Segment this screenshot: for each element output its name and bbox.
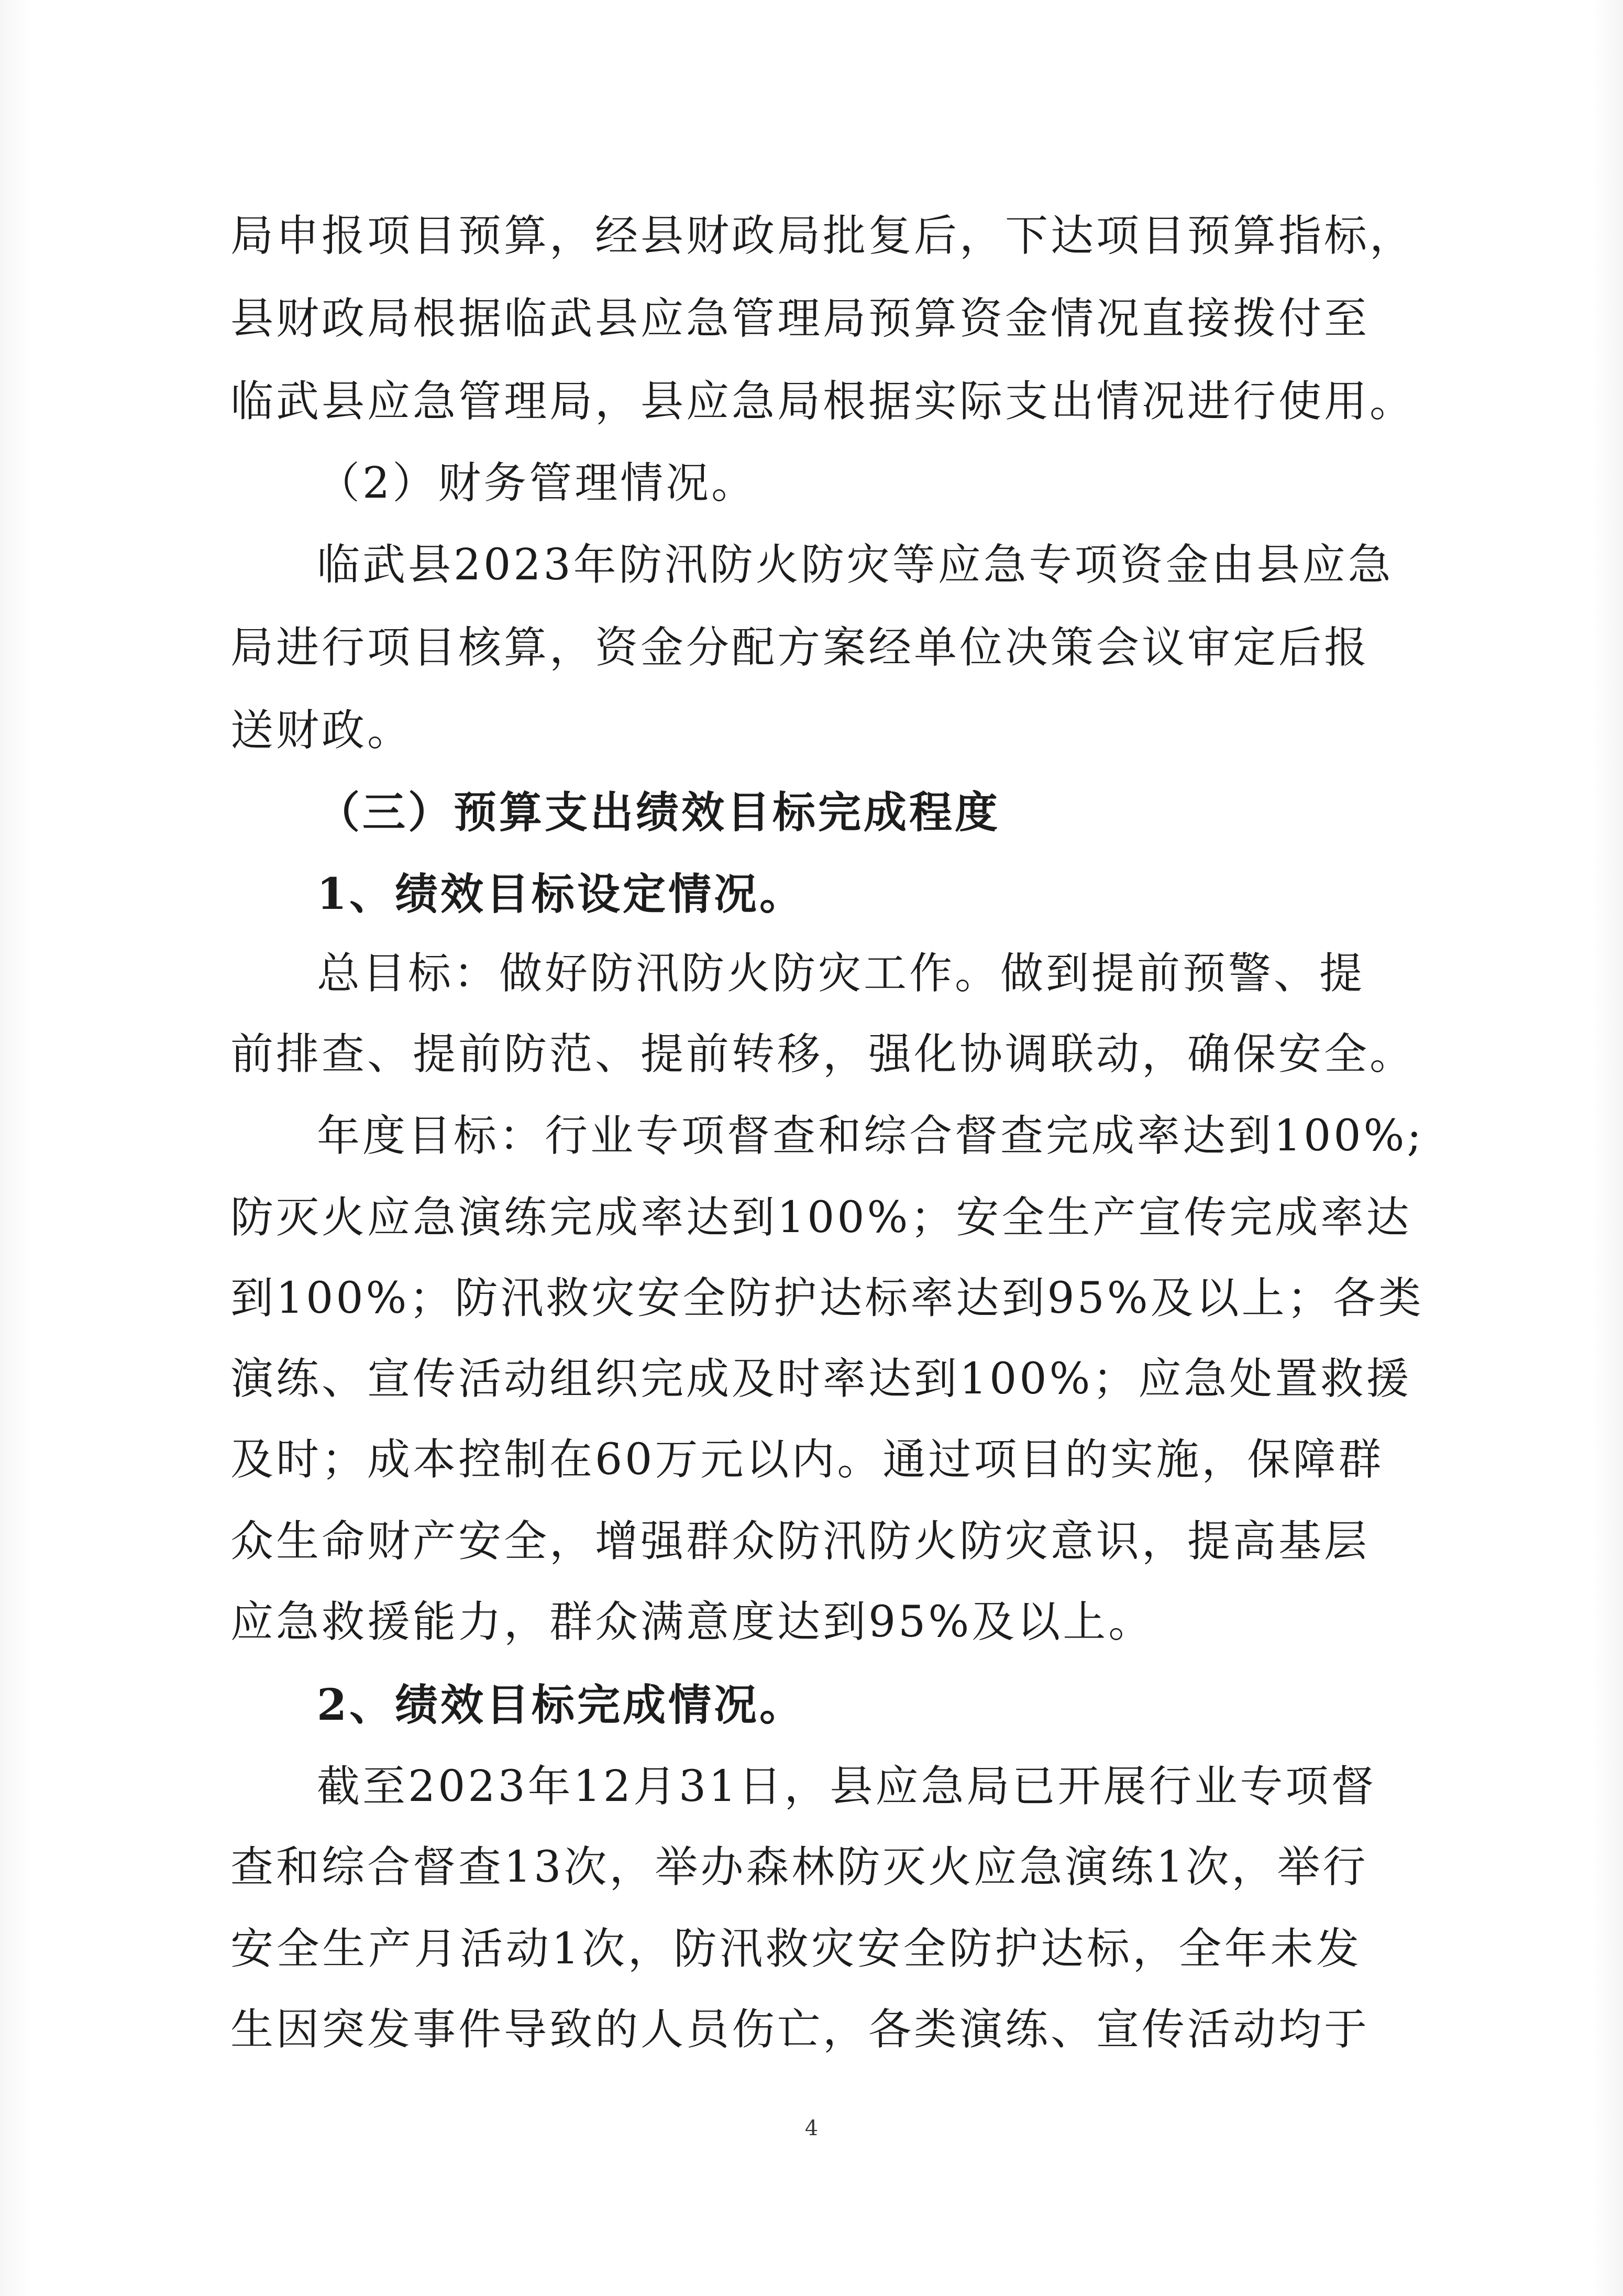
body-text-line: 演练、宣传活动组织完成及时率达到100%；应急处置救援 [230,1354,1412,1404]
body-text-line: 应急救援能力，群众满意度达到95%及以上。 [230,1597,1154,1647]
section-heading: （三）预算支出绩效目标完成程度 [317,787,1001,838]
body-text-line: 安全生产月活动1次，防汛救灾安全防护达标，全年未发 [230,1924,1362,1974]
page-number: 4 [804,2116,819,2140]
subsection-heading: 2、绩效目标完成情况。 [317,1680,805,1730]
body-text-line: 前排查、提前防范、提前转移，强化协调联动，确保安全。 [230,1029,1416,1079]
body-text-line: 送财政。 [230,706,413,755]
body-text-line: 到100%；防汛救灾安全防护达标率达到95%及以上；各类 [230,1273,1424,1323]
body-text-line: 局进行项目核算，资金分配方案经单位决策会议审定后报 [230,623,1370,673]
body-text-line: 局申报项目预算，经县财政局批复后，下达项目预算指标， [230,211,1416,261]
body-text-line: 及时；成本控制在60万元以内。通过项目的实施，保障群 [230,1435,1384,1485]
paragraph-first-line: 年度目标：行业专项督查和综合督查完成率达到100%; [317,1111,1425,1161]
paragraph-first-line: 总目标：做好防汛防火防灾工作。做到提前预警、提 [317,949,1365,998]
body-text-line: 防灭火应急演练完成率达到100%；安全生产宣传完成率达 [230,1193,1412,1243]
body-text-line: 生因突发事件导致的人员伤亡，各类演练、宣传活动均于 [230,2005,1370,2055]
paragraph-first-line: 截至2023年12月31日，县应急局已开展行业专项督 [317,1762,1377,1811]
body-text-line: 查和综合督查13次，举办森林防灭火应急演练1次，举行 [230,1842,1368,1892]
body-text-line: 县财政局根据临武县应急管理局预算资金情况直接拨付至 [230,294,1370,344]
body-text-line: 临武县应急管理局，县应急局根据实际支出情况进行使用。 [230,377,1416,426]
subsection-heading: 1、绩效目标设定情况。 [317,869,805,919]
paragraph-first-line: 临武县2023年防汛防火防灾等应急专项资金由县应急 [317,540,1394,590]
body-text-line: 众生命财产安全，增强群众防汛防火防灾意识，提高基层 [230,1517,1370,1566]
subsection-heading: （2）财务管理情况。 [317,458,757,508]
